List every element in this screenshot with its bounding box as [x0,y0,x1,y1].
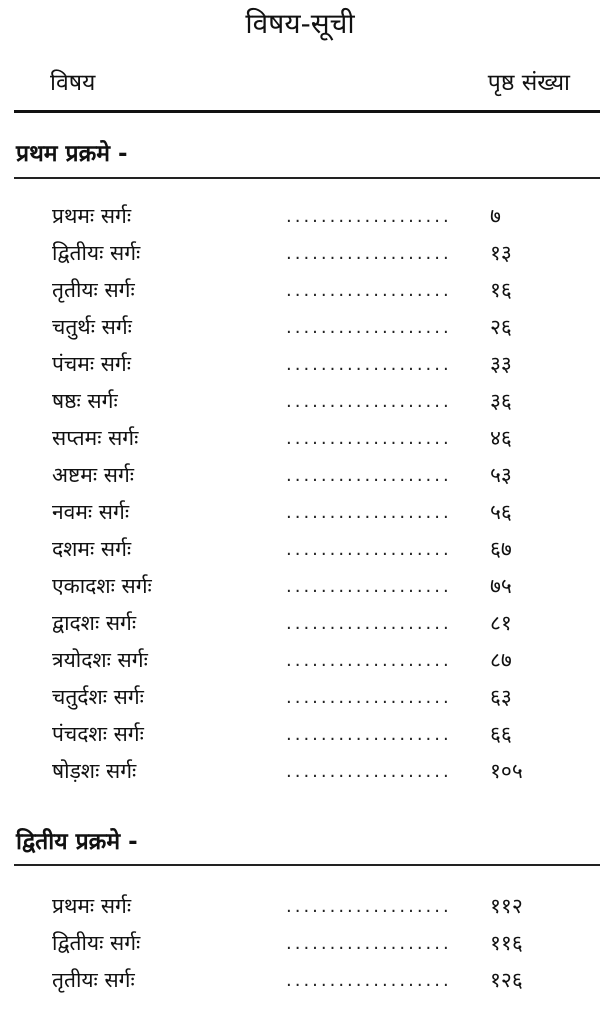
toc-entry-label: द्वितीयः सर्गः [52,241,141,265]
toc-entry [0,605,600,642]
toc-entry-label: दशमः सर्गः [52,537,132,561]
toc-entry-label: सप्तमः सर्गः [52,426,139,450]
toc-entry-page-number: ५३ [490,463,512,487]
toc-entry-page-number: १६ [490,278,512,302]
toc-entry [0,494,600,531]
toc-entry-label: द्वादशः सर्गः [52,611,137,635]
toc-entry-label: अष्टमः सर्गः [52,463,135,487]
toc-entry-page-number: १२६ [490,968,523,992]
page-title: विषय-सूची [245,7,355,40]
toc-entry-page-number: १०५ [490,759,523,783]
dot-leader: ................... [286,502,452,523]
header-rule [14,110,600,113]
toc-entry [0,642,600,679]
toc-entry-page-number: ४६ [490,426,512,450]
toc-entry-label: पंचमः सर्गः [52,352,131,376]
toc-entry-page-number: ८१ [490,611,512,635]
toc-entry-page-number: १३ [490,241,512,265]
dot-leader: ................... [286,933,452,954]
toc-entry-page-number: ६७ [490,537,512,561]
toc-entry-label: एकादशः सर्गः [52,574,152,598]
toc-entry-label: षोड़शः सर्गः [52,759,137,783]
toc-entry [0,420,600,457]
dot-leader: ................... [286,576,452,597]
toc-entry-label: त्रयोदशः सर्गः [52,648,148,672]
dot-leader: ................... [286,724,452,745]
section-rule-2 [14,864,600,866]
dot-leader: ................... [286,970,452,991]
toc-entry-page-number: ६३ [490,685,512,709]
toc-entry [0,568,600,605]
dot-leader: ................... [286,206,452,227]
toc-entry-label: चतुर्दशः सर्गः [52,685,144,709]
toc-entry-page-number: ६६ [490,722,512,746]
toc-entry-label: नवमः सर्गः [52,500,130,524]
toc-entry [0,888,600,925]
column-header-page-number: पृष्ठ संख्या [487,70,570,96]
toc-entry-label: तृतीयः सर्गः [52,278,135,302]
section-heading-1: प्रथम प्रक्रमे - [16,141,128,167]
toc-entry-page-number: ७५ [490,574,512,598]
toc-entry-page-number: ७ [490,204,501,228]
toc-entry [0,346,600,383]
toc-entry-page-number: ११२ [490,894,523,918]
toc-entry [0,235,600,272]
toc-entry-label: प्रथमः सर्गः [52,894,132,918]
column-header-subject: विषय [50,70,96,96]
toc-entry-label: चतुर्थः सर्गः [52,315,132,339]
toc-entry-page-number: ११६ [490,931,523,955]
toc-entry-label: षष्ठः सर्गः [52,389,118,413]
toc-entry [0,679,600,716]
dot-leader: ................... [286,539,452,560]
toc-list-1 [0,198,600,790]
dot-leader: ................... [286,613,452,634]
dot-leader: ................... [286,354,452,375]
dot-leader: ................... [286,650,452,671]
dot-leader: ................... [286,243,452,264]
toc-entry [0,309,600,346]
toc-entry [0,531,600,568]
section-rule-1 [14,177,600,179]
toc-entry [0,925,600,962]
toc-list-2 [0,888,600,999]
dot-leader: ................... [286,687,452,708]
section-heading-2: द्वितीय प्रक्रमे - [16,829,138,855]
dot-leader: ................... [286,465,452,486]
toc-entry [0,962,600,999]
toc-entry [0,383,600,420]
toc-entry-label: प्रथमः सर्गः [52,204,132,228]
dot-leader: ................... [286,280,452,301]
toc-entry [0,272,600,309]
dot-leader: ................... [286,317,452,338]
toc-entry-page-number: २६ [490,315,512,339]
toc-entry [0,198,600,235]
dot-leader: ................... [286,428,452,449]
toc-entry-page-number: ५६ [490,500,512,524]
toc-entry [0,457,600,494]
dot-leader: ................... [286,761,452,782]
toc-entry-page-number: ३३ [490,352,512,376]
toc-entry [0,716,600,753]
toc-entry-page-number: ३६ [490,389,512,413]
dot-leader: ................... [286,896,452,917]
toc-entry-label: द्वितीयः सर्गः [52,931,141,955]
toc-entry-label: तृतीयः सर्गः [52,968,135,992]
toc-entry [0,753,600,790]
toc-entry-page-number: ८७ [490,648,512,672]
dot-leader: ................... [286,391,452,412]
toc-entry-label: पंचदशः सर्गः [52,722,144,746]
